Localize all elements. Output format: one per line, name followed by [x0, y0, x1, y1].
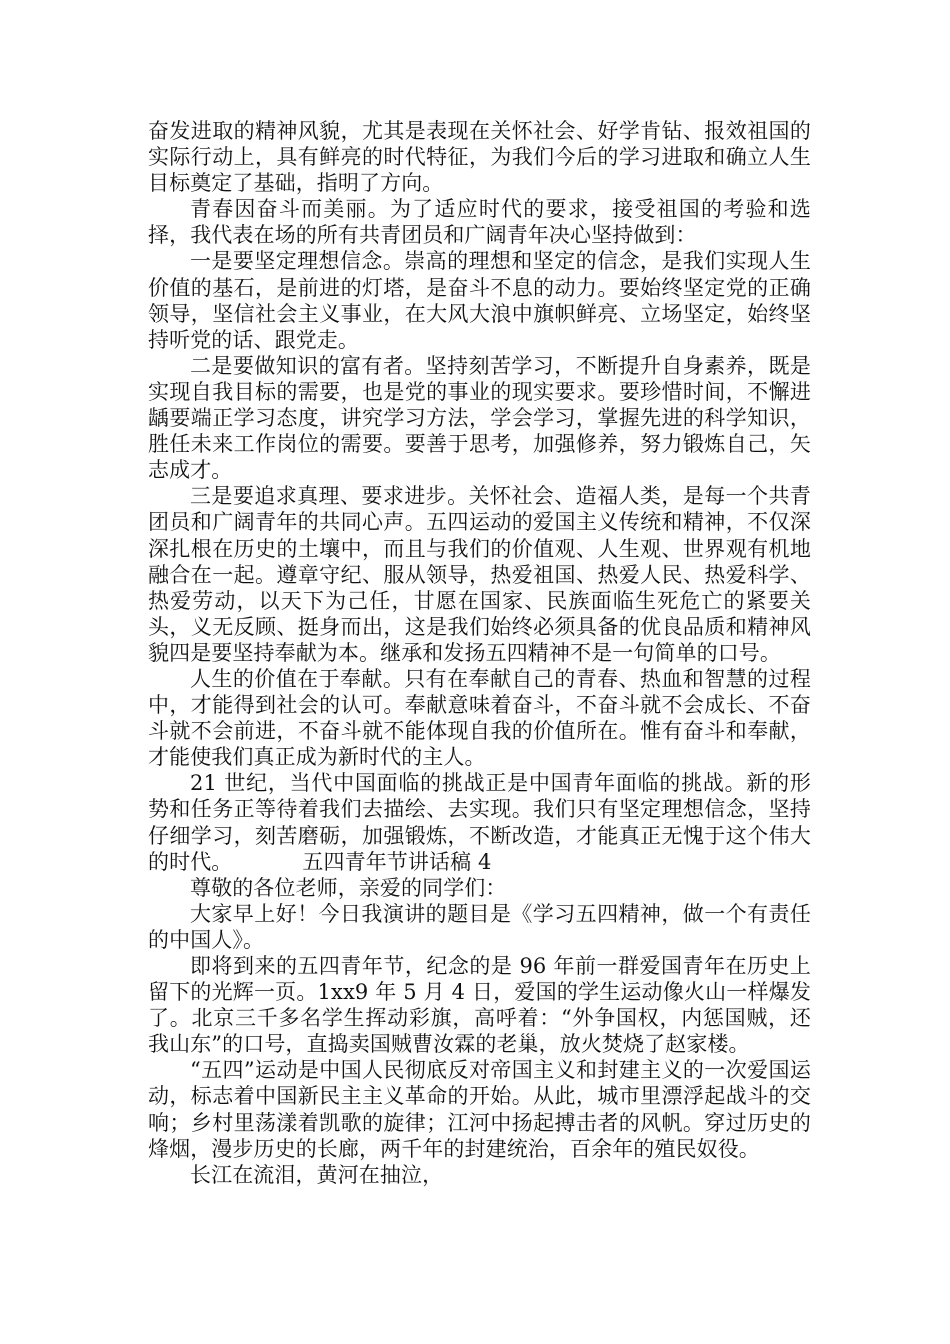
document-body [148, 118, 811, 1188]
paragraph: 大家早上好！今日我演讲的题目是《学习五四精神，做一个有责任的中国人》。 [148, 901, 811, 952]
paragraph: 二是要做知识的富有者。坚持刻苦学习，不断提升自身素养，既是实现自我目标的需要，也是党的事业的现实要求。要珍惜时间，不懈进龋要端正学习态度，讲究学习方法，学会学习，掌握先进的科学知识，胜任未来工作岗位的需要。要善于思考，加强修养，努力锻炼自己，矢志成才。 [148, 353, 811, 483]
paragraph: 青春因奋斗而美丽。为了适应时代的要求，接受祖国的考验和选择，我代表在场的所有共青团员和广阔青年决心坚持做到： [148, 197, 811, 248]
paragraph: 一是要坚定理想信念。崇高的理想和坚定的信念，是我们实现人生价值的基石，是前进的灯塔，是奋斗不息的动力。要始终坚定党的正确领导，坚信社会主义事业，在大风大浪中旗帜鲜亮、立场坚定，始终坚持听党的话、跟党走。 [148, 249, 811, 352]
paragraph: 奋发进取的精神风貌，尤其是表现在关怀社会、好学肯钻、报效祖国的实际行动上，具有鲜亮的时代特征，为我们今后的学习进取和确立人生目标奠定了基础，指明了方向。 [148, 119, 811, 196]
paragraph-with-heading [148, 770, 811, 874]
paragraph: 三是要追求真理、要求进步。关怀社会、造福人类，是每一个共青团员和广阔青年的共同心声。五四运动的爱国主义传统和精神，不仅深深扎根在历史的土壤中，而且与我们的价值观、人生观、世界观有机地融合在一起。遵章守纪、服从领导，热爱祖国、热爱人民、热爱科学、热爱劳动，以天下为己任，甘愿在国家、民族面临生死危亡的紧要关头，义无反顾、挺身而出，这是我们始终必须具备的优良品质和精神风貌四是要坚持奉献为本。继承和发扬五四精神不是一句简单的口号。 [148, 484, 811, 665]
paragraph: 即将到来的五四青年节，纪念的是 96 年前一群爱国青年在历史上留下的光辉一页。1xx9 年 5 月 4 日，爱国的学生运动像火山一样爆发了。北京三千多名学生挥动彩旗，高呼着：“外争国权，内惩国贼，还我山东”的口号，直捣卖国贼曹汝霖的老巢，放火焚烧了赵家楼。 [148, 954, 811, 1057]
greeting: 尊敬的各位老师，亲爱的同学们： [190, 875, 507, 900]
paragraph: 长江在流泪，黄河在抽泣， [190, 1162, 444, 1187]
paragraph-text: 21 世纪，当代中国面临的挑战正是中国青年面临的挑战。新的形势和任务正等待着我们去描绘、去实现。我们只有坚定理想信念，坚持仔细学习，刻苦磨砺，加强锻炼，不断改造，才能真正无愧于这个伟大的时代。 [148, 771, 811, 874]
section-heading: 五四青年节讲话稿 4 [302, 849, 492, 874]
paragraph: “五四”运动是中国人民彻底反对帝国主义和封建主义的一次爱国运动，标志着中国新民主主义革命的开始。从此，城市里漂浮起战斗的交响；乡村里荡漾着凯歌的旋律；江河中扬起搏击者的风帆。穿过历史的烽烟，漫步历史的长廊，两千年的封建统治，百余年的殖民奴役。 [148, 1058, 811, 1161]
paragraph: 人生的价值在于奉献。只有在奉献自己的青春、热血和智慧的过程中，才能得到社会的认可。奉献意味着奋斗，不奋斗就不会成长、不奋斗就不会前进，不奋斗就不能体现自我的价值所在。惟有奋斗和奉献，才能使我们真正成为新时代的主人。 [148, 666, 811, 770]
